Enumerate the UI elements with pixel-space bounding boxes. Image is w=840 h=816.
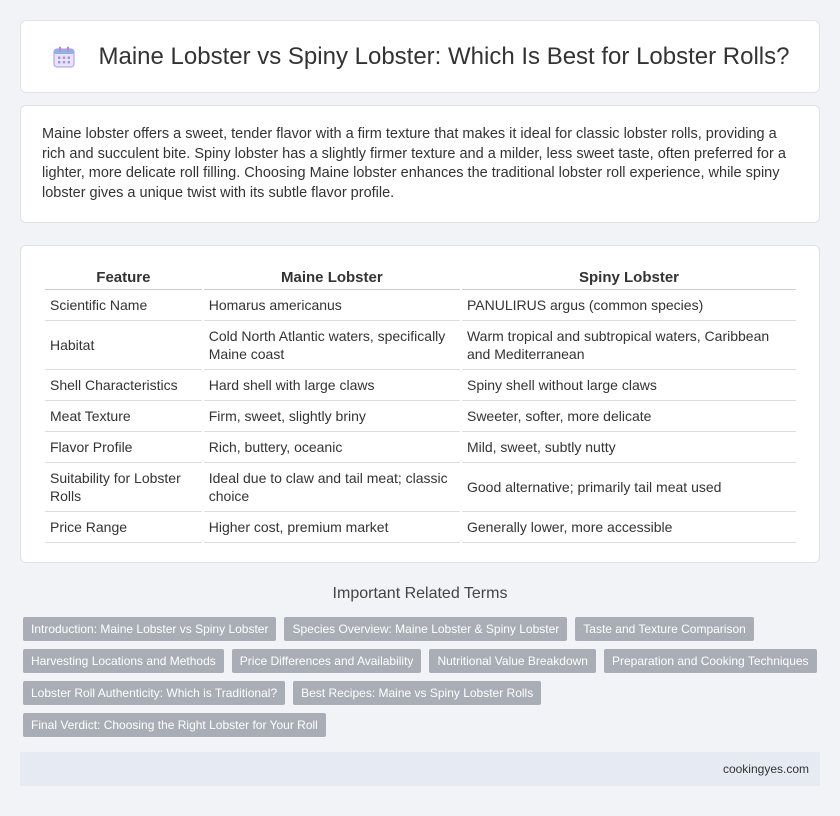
table-cell: Firm, sweet, slightly briny xyxy=(204,401,460,432)
table-header: Spiny Lobster xyxy=(462,264,796,290)
table-cell: Hard shell with large claws xyxy=(204,370,460,401)
table-cell: Shell Characteristics xyxy=(45,370,202,401)
table-row xyxy=(45,290,796,321)
table-header: Maine Lobster xyxy=(204,264,460,290)
related-term-tag[interactable]: Taste and Texture Comparison xyxy=(575,617,754,641)
table-cell: Meat Texture xyxy=(45,401,202,432)
table-header-row xyxy=(45,264,796,290)
table-row xyxy=(45,432,796,463)
related-terms-tags xyxy=(23,617,823,737)
related-terms-heading: Important Related Terms xyxy=(332,585,508,602)
related-term-tag[interactable]: Lobster Roll Authenticity: Which is Traditional? xyxy=(23,681,285,705)
table-row xyxy=(45,321,796,370)
table-header: Feature xyxy=(45,264,202,290)
related-term-tag[interactable]: Introduction: Maine Lobster vs Spiny Lobster xyxy=(23,617,276,641)
footer-site-link[interactable]: cookingyes.com xyxy=(722,762,809,776)
table-cell: Mild, sweet, subtly nutty xyxy=(462,432,796,463)
table-cell: Warm tropical and subtropical waters, Caribbean and Mediterranean xyxy=(462,321,796,370)
table-row xyxy=(45,370,796,401)
table-cell: Price Range xyxy=(45,512,202,543)
table-cell: PANULIRUS argus (common species) xyxy=(462,290,796,321)
comparison-table xyxy=(43,264,798,543)
table-cell: Good alternative; primarily tail meat used xyxy=(462,463,796,512)
table-row xyxy=(45,512,796,543)
table-row xyxy=(45,401,796,432)
table-cell: Rich, buttery, oceanic xyxy=(204,432,460,463)
table-cell: Generally lower, more accessible xyxy=(462,512,796,543)
related-term-tag[interactable]: Price Differences and Availability xyxy=(232,649,422,673)
table-cell: Spiny shell without large claws xyxy=(462,370,796,401)
header-card xyxy=(20,20,820,93)
table-cell: Scientific Name xyxy=(45,290,202,321)
related-term-tag[interactable]: Nutritional Value Breakdown xyxy=(429,649,596,673)
table-cell: Flavor Profile xyxy=(45,432,202,463)
table-cell: Sweeter, softer, more delicate xyxy=(462,401,796,432)
table-cell: Ideal due to claw and tail meat; classic choice xyxy=(204,463,460,512)
intro-card xyxy=(20,105,820,223)
related-term-tag[interactable]: Harvesting Locations and Methods xyxy=(23,649,224,673)
table-cell: Habitat xyxy=(45,321,202,370)
table-cell: Suitability for Lobster Rolls xyxy=(45,463,202,512)
page-title: Maine Lobster vs Spiny Lobster: Which Is Best for Lobster Rolls? xyxy=(98,42,790,70)
calendar-icon xyxy=(51,44,77,70)
related-term-tag[interactable]: Final Verdict: Choosing the Right Lobster for Your Roll xyxy=(23,713,326,737)
intro-paragraph: Maine lobster offers a sweet, tender flavor with a firm texture that makes it ideal for classic lobster rolls, providing a rich and succulent bite. Spiny lobster has a slightly firmer texture and a milder, less sweet taste, often preferred for a lighter, more delicate roll filling. Choosing Maine lobster enhances the traditional lobster roll experience, while spiny lobster gives a unique twist with its subtle flavor profile. xyxy=(42,126,786,201)
table-row xyxy=(45,463,796,512)
comparison-table-card xyxy=(20,245,820,563)
table-cell: Higher cost, premium market xyxy=(204,512,460,543)
footer xyxy=(20,752,820,786)
related-term-tag[interactable]: Species Overview: Maine Lobster & Spiny Lobster xyxy=(284,617,567,641)
related-term-tag[interactable]: Best Recipes: Maine vs Spiny Lobster Rolls xyxy=(293,681,541,705)
table-cell: Cold North Atlantic waters, specifically Maine coast xyxy=(204,321,460,370)
table-cell: Homarus americanus xyxy=(204,290,460,321)
related-term-tag[interactable]: Preparation and Cooking Techniques xyxy=(604,649,817,673)
